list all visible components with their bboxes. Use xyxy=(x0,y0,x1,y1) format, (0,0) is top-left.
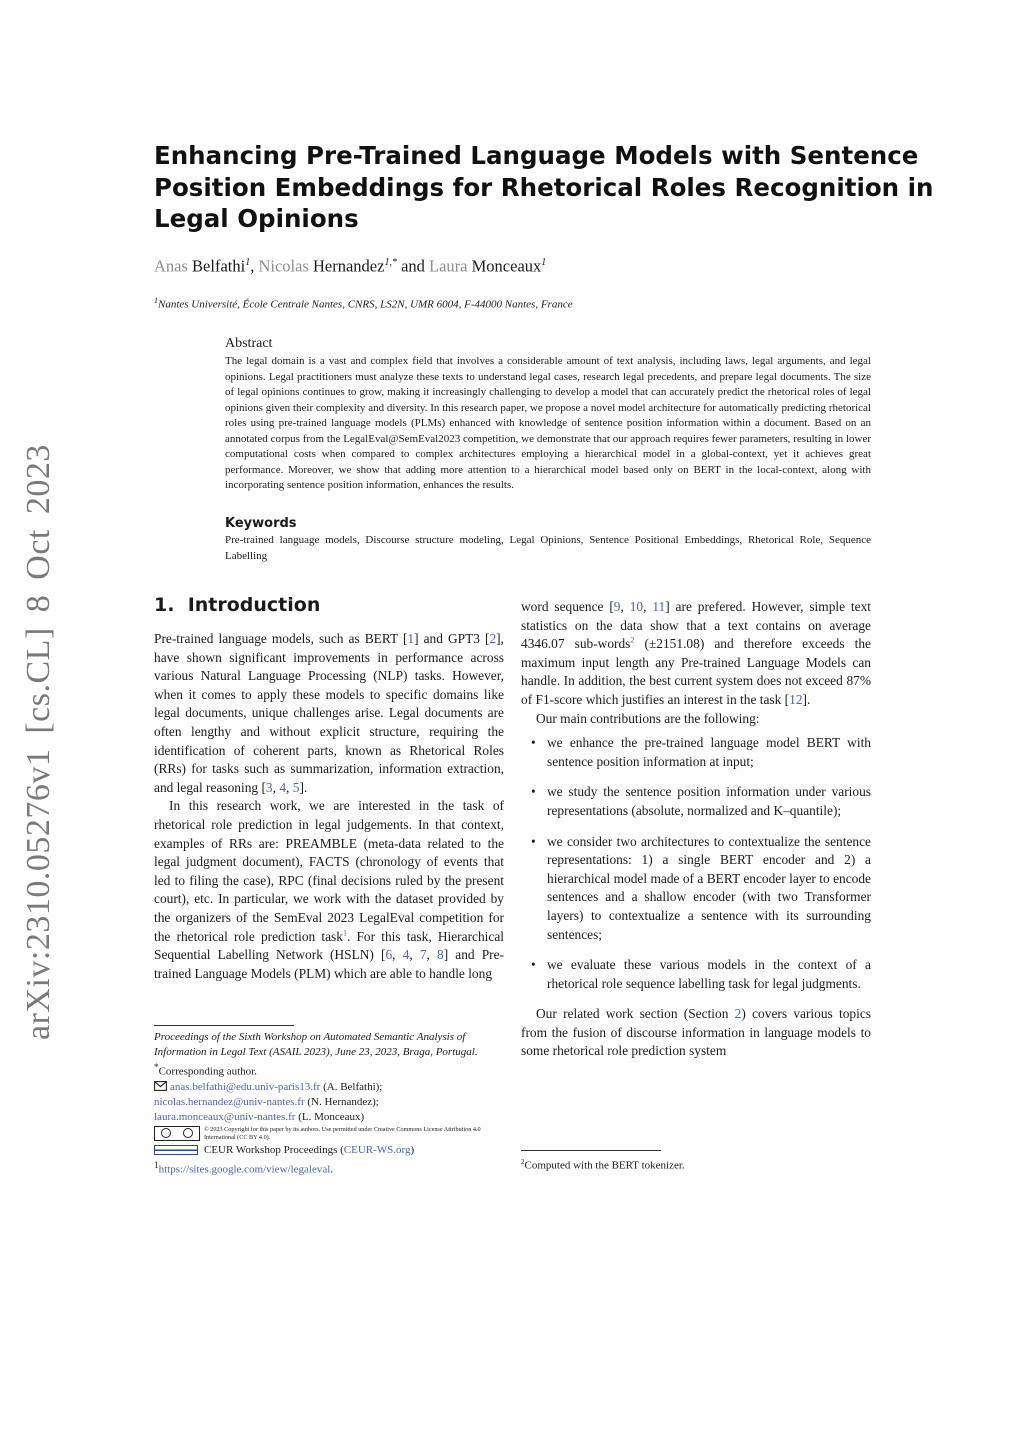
ceur-link[interactable]: CEUR-WS.org xyxy=(343,1143,411,1156)
ceur-row: CEUR Workshop Proceedings ( CEUR-WS.org ) xyxy=(154,1143,510,1158)
license-row xyxy=(154,1126,510,1142)
author-conjunction: and xyxy=(401,256,425,276)
author-given-name: Anas xyxy=(154,256,188,276)
author-family-name: Monceaux xyxy=(471,256,542,276)
email-line: anas.belfathi@edu.univ-paris13.fr (A. Belfathi); xyxy=(154,1080,510,1095)
proceedings-note: Proceedings of the Sixth Workshop on Automated Semantic Analysis of Information in Legal Text (ASAIL 2023), June 23, 2023, Braga, Portugal. xyxy=(154,1031,478,1058)
list-item: • we enhance the pre-trained language model BERT with sentence position information at input; xyxy=(521,734,871,771)
affiliation xyxy=(154,293,573,313)
citation-link[interactable]: 10 xyxy=(629,599,644,614)
citation-link[interactable]: 12 xyxy=(789,691,803,707)
citation-link[interactable]: 6 xyxy=(385,947,393,963)
section-heading-introduction xyxy=(154,592,320,618)
keywords-heading: Keywords xyxy=(225,516,297,531)
footnotes-left xyxy=(154,1030,510,1177)
citation-link[interactable]: 8 xyxy=(436,947,444,963)
author-family-name: Belfathi xyxy=(192,256,246,276)
email-link[interactable]: anas.belfathi@edu.univ-paris13.fr xyxy=(170,1080,321,1093)
keywords xyxy=(225,515,871,564)
author-list xyxy=(154,252,546,278)
affiliation-mark: 1 xyxy=(154,296,158,305)
citation-link[interactable]: 9 xyxy=(613,599,621,614)
email-link[interactable]: nicolas.hernandez@univ-nantes.fr xyxy=(154,1095,305,1108)
email-line: laura.monceaux@univ-nantes.fr (L. Monceaux) xyxy=(154,1110,365,1123)
paper-title xyxy=(154,140,934,235)
citation-link[interactable]: 3 xyxy=(265,779,273,795)
left-column xyxy=(154,630,504,983)
title-line: Enhancing Pre-Trained Language Models with Sentence xyxy=(154,141,919,170)
abstract-heading: Abstract xyxy=(225,336,273,351)
license-text: © 2023 Copyright for this paper by its authors. Use permitted under Creative Commons License Attribution 4.0 International (CC BY 4.0). xyxy=(204,1125,481,1141)
corresponding-note: *Corresponding author. xyxy=(154,1062,257,1078)
intro-paragraph: In this research work, we are interested in the task of rhetorical role prediction in legal judgements. In that context, examples of RRs are: PREAMBLE (meta-data related to the legal judgment document), FACTS (chronology of events that led to filing the case), RPC (final decisions ruled by the present court), etc. In particular, we work with the dataset provided by the organizers of the SemEval 2023 LegalEval competition for the rhetorical role prediction task$^1$. For this task, Hierarchical Sequential Labelling Network (HSLN) [6, 4, 7, 8] and Pre-trained Language Models (PLM) which are able to handle long xyxy=(154,798,505,981)
list-item: • we study the sentence position information under various representations (absolute, normalized and K–quantile); xyxy=(521,783,871,820)
intro-paragraph: Our main contributions are the following: xyxy=(536,710,760,726)
email-link[interactable]: laura.monceaux@univ-nantes.fr xyxy=(154,1110,296,1123)
intro-paragraph: Our related work section (Section 2) covers various topics from the fusion of discourse information in language models to some rhetorical role prediction system xyxy=(521,1006,871,1059)
author-affiliation-mark: 1 xyxy=(541,257,547,268)
author-given-name: Laura xyxy=(429,256,468,276)
author-affiliation-mark: 1,* xyxy=(384,257,397,268)
citation-link[interactable]: 2 xyxy=(489,631,497,646)
email-line: nicolas.hernandez@univ-nantes.fr (N. Hernandez); xyxy=(154,1095,379,1108)
footnote-2: $^2$Computed with the BERT tokenizer. xyxy=(521,1158,685,1172)
title-line: Position Embeddings for Rhetorical Roles Recognition in xyxy=(154,172,934,202)
footnote-rule xyxy=(154,1025,294,1026)
arxiv-stamp: arXiv:2310.05276v1 [cs.CL] 8 Oct 2023 xyxy=(20,444,57,1040)
abstract-text: The legal domain is a vast and complex field that involves a considerable amount of text analysis, including laws, legal arguments, and legal opinions. Legal practitioners must analyze these texts to understand legal cases, research legal precedents, and prepare legal documents. The size of legal opinions continues to grow, making it increasingly challenging to develop a model that can accurately predict the rhetorical roles of legal opinions given their complexity and diversity. In this research paper, we propose a novel model architecture for automatically predicting rhetorical roles using pre-trained language models (PLMs) enhanced with knowledge of sentence position information within a document. Based on an annotated corpus from the LegalEval@SemEval2023 competition, we demonstrate that our approach requires fewer parameters, resulting in lower computational costs when compared to complex architectures employing a hierarchical model in a global-context, yet it achieves great performance. Moreover, we show that adding more attention to a hierarchical model based only on BERT in the local-context, along with incorporating sentence position information, enhances the results. xyxy=(225,355,871,491)
ceur-logo-icon xyxy=(154,1145,198,1155)
contributions-list xyxy=(521,734,871,993)
citation-link[interactable]: 11 xyxy=(652,599,666,614)
author-separator: , xyxy=(250,256,255,276)
citation-link[interactable]: 1 xyxy=(407,631,415,646)
intro-paragraph: word sequence [9, 10, 11] are prefered. However, simple text statistics on the data show that a text contains on average 4346.07 sub-words$^2$ (±2151.08) and therefore exceeds the maximum input length any Pre-trained Language Models can handle. In addition, the best current system does not exceed 87% of F1-score which justifies an interest in the task [12]. xyxy=(521,599,871,707)
right-column xyxy=(521,598,871,1061)
affiliation-text: Nantes Université, École Centrale Nantes, CNRS, LS2N, UMR 6004, F-44000 Nantes, France xyxy=(158,298,573,311)
author-given-name: Nicolas xyxy=(258,256,309,276)
footnote-rule xyxy=(521,1150,661,1151)
abstract xyxy=(225,335,871,494)
keywords-text: Pre-trained language models, Discourse structure modeling, Legal Opinions, Sentence Positional Embeddings, Rhetorical Role, Sequence Labelling xyxy=(225,534,871,562)
footnote-ref[interactable]: 2 xyxy=(630,635,635,645)
footnote-ref[interactable]: 1 xyxy=(342,928,347,938)
list-item: • we evaluate these various models in the context of a rhetorical role sequence labelling task for legal judgments. xyxy=(521,956,871,993)
citation-link[interactable]: 5 xyxy=(292,779,300,795)
footnote-url-link[interactable]: https://sites.google.com/view/legaleval xyxy=(158,1163,331,1176)
section-title: Introduction xyxy=(187,594,321,616)
cc-by-badge-icon xyxy=(154,1126,200,1141)
envelope-icon xyxy=(154,1081,167,1091)
author-affiliation-mark: 1 xyxy=(245,257,251,268)
citation-link[interactable]: 7 xyxy=(419,947,427,963)
citation-link[interactable]: 4 xyxy=(279,779,287,795)
footnote-1: $^1$https://sites.google.com/view/legaleval. xyxy=(154,1159,334,1176)
intro-paragraph: Pre-trained language models, such as BERT [1] and GPT3 [2], have shown significant improvements in performance across various Natural Language Processing (NLP) tasks. However, when it comes to apply these models to specific domains like legal documents, unique challenges arise. Legal documents are often lengthy and without explicit structure, requiring the identification of coherent parts, known as Rhetorical Roles (RRs) for tasks such as summarization, information extraction, and legal reasoning [3, 4, 5]. xyxy=(154,631,504,795)
title-line: Legal Opinions xyxy=(154,204,359,233)
citation-link[interactable]: 4 xyxy=(402,947,410,963)
list-item: • we consider two architectures to contextualize the sentence representations: 1) a single BERT encoder and 2) a hierarchical model made of a BERT encoder layer to encode sentences and a shallow encoder (with two Transformer layers) to contextualize a sentence with its surrounding sentences; xyxy=(521,833,871,945)
section-number: 1. xyxy=(154,594,175,616)
author-family-name: Hernandez xyxy=(312,256,385,276)
section-ref-link[interactable]: 2 xyxy=(734,1006,742,1022)
